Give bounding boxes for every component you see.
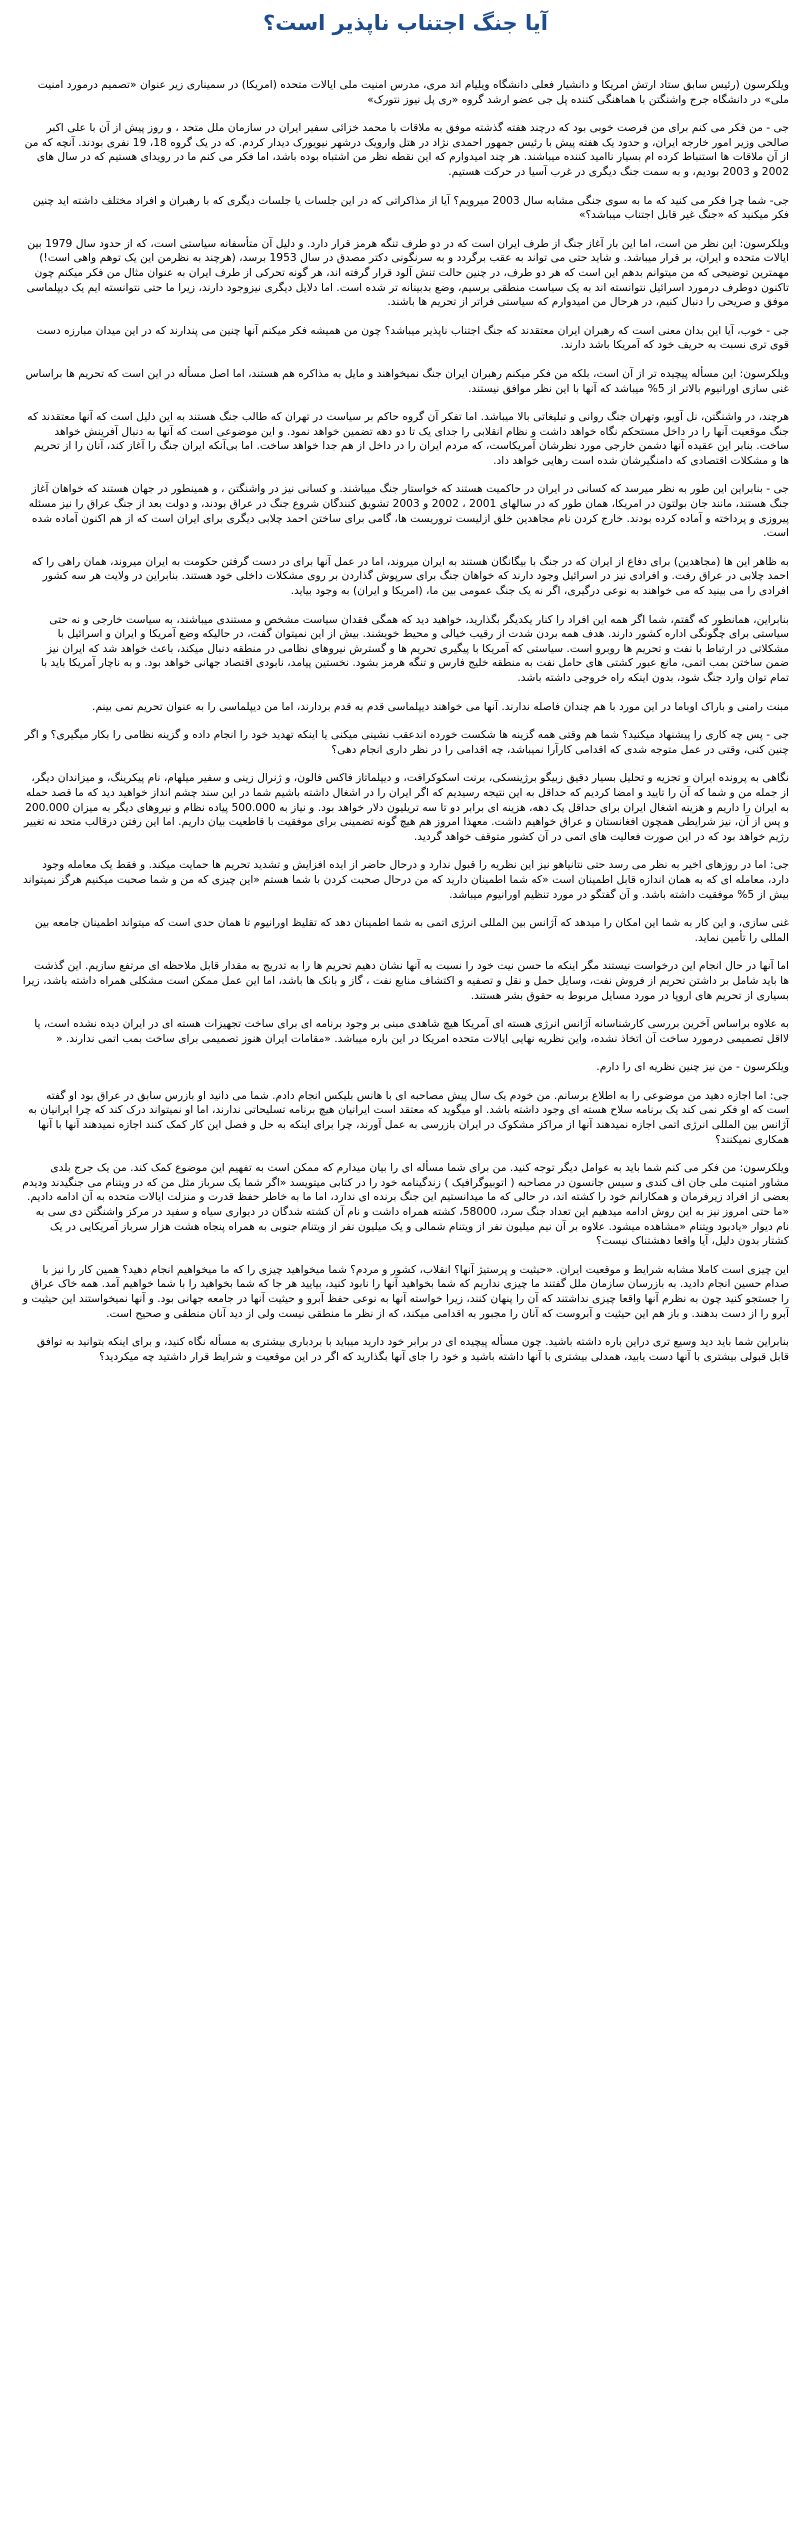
page-title: آیا جنگ اجتناب ناپذیر است؟ <box>263 11 548 35</box>
article-paragraph: مبنت رامنی و باراک اوباما در این مورد با هم چندان فاصله ندارند. آنها می خواهند دیپلماسی قدم به قدم بردارند، اما من دیپلماسی را به عنوان تحریم نمی بینم. <box>92 699 789 713</box>
article-paragraph: جی- شما چرا فکر می کنید که ما به سوی جنگی مشابه سال 2003 میرویم؟ آیا از مذاکراتی که در این جلسات یا جلسات دیگری که با رهبران و افراد مختلف داشته اید چنین فکر میکنید که «جنگ غیر قابل اجتناب میباشد؟» <box>32 193 789 222</box>
article-paragraph: ویلکرسون - من نیز چنین نظریه ای را دارم. <box>596 1060 789 1074</box>
article-paragraph: بنابراین شما باید دید وسیع تری دراین باره داشته باشید. چون مسأله پیچیده ای در برابر خود دارید میباید با بردباری بیشتری به مسأله نگاه کنید، و برای اینکه بتوانید به توافق قابل قبولی بیشتری با آنها دست یابید، همدلی بیشتری با آنها داشته باشید و خود را جای آنها بگذارید که اگر در این موقعیت و شرایط قرار داشتید چه میکردید؟ <box>36 1335 789 1363</box>
article-paragraph: جی - پس چه کاری را پیشنهاد میکنید؟ شما هم وقتی همه گزینه ها شکست خورده اندعقب نشینی میکنی یا اینکه تهدید خود را انجام داده و گزینه نظامی را بکار میگیری؟ و اگر چنین کنی، وقتی در عمل متوجه شدی که اقدامی کارآرا نمیباشد، چه اقدامی را در نظر داری انجام دهی؟ <box>24 728 789 756</box>
article-paragraph: ویلکرسون: من فکر می کنم شما باید به عوامل دیگر توجه کنید. من برای شما مسأله ای را بیان میدارم که ممکن است به تفهیم این موضوع کمک کند. من یک جرج بلدی مشاور امنیت ملی جان اف کندی و سیس جانسون در مصاحبه ( اتوبیوگرافیک ) زندگینامه خود را در کتابی میتویسد «اگر شما یک سرباز مثل من که در ویتنام می جنگیدند ودیدم بعضی از افراد زیرفرمان و همکارانم خود را کشته اند، در حالی که ما میدانستیم این جنگ برنده ای ندارد، اما ما به خاطر حفظ قدرت و منزلت ایالات متحده به آن ادامه دادیم. «ما حتی امروز نیز به این روش ادامه میدهیم این تعداد جنگ سرد، 58000، کشته همراه داشت و نام آن کشته شدگان در دیواری سیاه و سفید در مرکز واشنگتن دی سی به نام دیوار «یادبود ویتنام «مشاهده میشود. علاوه بر آن نیم میلیون نفر از ویتنام شمالی و یک میلیون نفر از ویتنام جنوبی به همراه پنجاه هشت هزار سرباز آمریکایی در یک کشتار بدون دلیل، آیا واقعا دهشتناک نیست؟ <box>22 1161 789 1248</box>
article-paragraph: این چیزی است کاملا مشابه شرایط و موقعیت ایران. «حیثیت و پرستیژ آنها؟ انقلاب، کشور و مردم؟ شما میخواهید چیزی را که ما میخواهیم انجام دهید؟ همین کار را نیز با صدام حسین انجام دادید. به بازرسان سازمان ملل گفتند ما چیزی نداریم که شما بخواهید آنها را نابود کنید، بیایید هر جا که شما بخواهید را با شما خواهیم آمد. همه خاک عراق را جستجو کنید چون به نظرم آنها واقعا چیزی نداشتند که آن را پنهان کنند، زیرا خواسته آنها به نوعی حفظ آبرو و حیثیت آنها در جامعه جهانی بود. و آنها نمیخواستند این حیثیت و آبرو را از دست بدهند. و باز هم این حیثیت و آبروست که آنان را مجبور به اقدامی میکند، که از نظر ما منطقی نیست ولی از دید آنان منطقی و صحیح است. <box>22 1262 789 1320</box>
article-paragraph: غنی سازی، و این کار به شما این امکان را میدهد که آژانس بین المللی انرژی اتمی به شما اطمینان دهد که تقلیظ اورانیوم تا همان حدی است که میتواند اطمینان جامعه بین المللی را تأمین نماید. <box>34 916 789 944</box>
article-paragraph: جی: اما اجازه دهید من موضوعی را به اطلاع برسانم. من خودم یک سال پیش مصاحبه ای با هانس بلیکس انجام دادم. شما می دانید او بازرس سابق در عراق بود او گفته است که او فکر نمی کند یک برنامه سلاح هسته ای وجود داشته باشد. او میگوید که معتقد است ایرانیان هیچ برنامه تسلیحاتی ندارند، اما او نمیتواند درک کند که چرا ایرانیان به آژانس بین المللی انرژی اتمی اجازه نمیدهند آنها از مراکز مشکوک در ایران بازرسی به عمل آورند، چرا برای اینکه به حل و فصل این کار کمک کنند اجازه نمیدهند آنها با آنها همکاری نمیکنند؟ <box>28 1088 789 1146</box>
article-paragraph: اما آنها در حال انجام این درخواست نیستند مگر اینکه ما حسن نیت خود را نسبت به آنها نشان دهیم تحریم ها را به تدریج به مقدار قابل ملاحظه ای مرتفع سازیم. این گذشت ها باید شامل بر داشتن تحریم از فروش نفت، وسایل حمل و نقل و تصفیه و اکتشاف منابع نفت ، گاز و بانک ها باشد، اما این عمل ممکن است مشکلی همراه داشته باشد، زیرا بسیاری از تحریم های اروپا در مورد مسایل مربوط به حقوق بشر هستند. <box>22 959 789 1002</box>
article-paragraph: جی - من فکر می کنم برای من فرصت خوبی بود که درچند هفته گذشته موفق به ملاقات با محمد خزائی سفیر ایران در سازمان ملل متحد ، و روز پیش از آن با علی اکبر صالحی وزیر امور خارجه ایران، و حدود یک هفته پیش با رئیس جمهور احمدی نژاد در هتل وارویک درشهر نیویورک دیدار کردم. که در یک گروه 18، 19 نفری بودند. آنچه که من از آن ملاقات ها استنباط کرده ام بسیار ناامید کننده میباشند. هر چند امیدوارم که این نقطه نظر من اشتباه بوده باشد، اما فکر می کنم ما در رویدای هستیم که در سال های 2002 و 2003 بودیم، و به سمت جنگ دیگری در غرب آسیا در حرکت هستیم. <box>24 121 789 178</box>
article-paragraph: به ظاهر این ها (مجاهدین) برای دفاع از ایران که در جنگ با بیگانگان هستند به ایران میروند، اما در عمل آنها برای در دست گرفتن حکومت به ایران میروند، همان راهی را که احمد چلابی در عراق رفت. و افرادی نیز در اسرائیل وجود دارند که خواهان جنگ برای سرپوش گذاردن بر روی مشکلات داخلی خود هستند. بنابراین در ولایت هر سه کشور افرادی را می بینید که می خواهند به نوعی درگیری، اگر نه یک جنگ عمومی بین ما، (امریکا و ایران) به وجود بیاید. <box>31 554 789 598</box>
article-paragraph: جی: اما در روزهای اخیر به نظر می رسد حتی نتانیاهو نیز این نظریه را قبول ندارد و درحال حاضر از ایده افزایش و تشدید تحریم ها حمایت میکند. و فقط یک معامله وجود دارد، معامله ای که به همان اندازه قابل اطمینان است «که شما اطمینان دارید که من درحال صحبت کردن با شما هستم «این چیزی که من و شما صحبت میکنیم هرگز نمیتواند بیش از 5% موفقیت داشته باشد. و آن گفتگو در مورد تنظیم اورانیوم میباشد. <box>23 858 789 901</box>
article-paragraph: بنابراین، همانطور که گفتم، شما اگر همه این افراد را کنار یکدیگر بگذارید، خواهید دید که همگی فقدان سیاست مشخص و مستندی میباشند، به سیاست خارجی و نه حتی سیاستی برای چگونگی اداره کشور دارند. هدف همه بردن شدت از رقیب خیالی و محیط خویشند. بیش از این نمیتوان گفت، در حالیکه وضع آمریکا و ایران و اسرائیل با مشکلاتی در ارتباط با نفت و تحریم ها روبرو است. سیاستی که آمریکا با پیگیری تحریم ها و گسترش نیروهای نظامی در منطقه دنبال میکند، باعث خواهد شد که ایران نیز ضمن ساختن بمب اتمی، مانع عبور کشتی های حامل نفت به منطقه خلیج فارس و تنگه هرمز بشود. نخستین پیامد، نابودی اقتصاد جهانی خواهد بود. و به ناچار آمریکا باید با تمام توان وارد جنگ شود، بدون اینکه راه خروجی داشته باشد. <box>40 612 789 684</box>
article-paragraph: نگاهی به پرونده ایران و تجزیه و تحلیل بسیار دقیق زبیگو برژینسکی، برنت اسکوکرافت، و دیپلماتاز فاکس فالون، و ژنرال زینی و سفیر میلهام، نام پیکرینگ، و میزاندان دیگر، از جمله من و شما که آن را تایید و امضا کردیم که حداقل به این نتیجه رسیدیم که اگر ایران را در اشغال داشته باشیم شما در این سند چشم انداز خواهید دید که ما قصد حمله به ایران را داریم و هزینه اشغال ایران برای حداقل یک دهه، هزینه ای برابر دو تا سه تریلیون دلار خواهد بود. و نیاز به 500.000 پیاده نظام و نیروهای دیگر به میزان 200.000 و پس از آن، نیز شرایطی همچون افغانستان و عراق خواهیم داشت. معهذا امروز هم هیچ گونه تضمینی برای موفقیت با قاطعیت بیان داریم. اما این رفتن درقالب متحد نه تغییر رژیم خواهد بود که در این صورت فعالیت های اتمی در آن کشور متوقف خواهد گردید. <box>24 771 789 843</box>
article-body <box>22 78 789 1364</box>
article-paragraph: جی - بنابراین این طور به نظر میرسد که کسانی در ایران در حاکمیت هستند که خواستار جنگ میباشند. و کسانی نیز در واشنگتن ، و همینطور در جهان هستند که خواهان آغاز جنگ هستند، مانند جان بولتون در امریکا، همان طور که در سالهای 2001 ، 2002 و 2003 تشویق کنندگان شروع جنگ در عراق بودند، و دولت بعد از جنگ عراق را نیز مسئله پیروزی و پرداخته و آماده کرده بودند. خارج کردن نام مجاهدین خلق ازلیست تروریست ها، گامی برای ساختن احمد چلابی دیگری برای ایران است که از هم اکنون آماده شده است. <box>28 482 789 540</box>
article-paragraph: به علاوه براساس آخرین بررسی کارشناسانه آژانس انرژی هسته ای آمریکا هیچ شاهدی مبنی بر وجود برنامه ای برای ساخت تجهیزات هسته ای در ایران دیده نشده است، یا لااقل تصمیمی درمورد ساخت آن اتخاذ نشده، واین نظریه نهایی ایالات متحده امریکا در این باره میباشد. «مقامات ایران هنوز تصمیمی برای ساخت بمب اتمی ندارند. « <box>34 1017 789 1045</box>
article-paragraph: جی - خوب، آیا این بدان معنی است که رهبران ایران معتقدند که جنگ اجتناب ناپذیر میباشد؟ چون من همیشه فکر میکنم آنها چنین می پندارند که در این میدان مبارزه دست قوی تری نسبت به حریف خود که آمریکا باشد دارند. <box>36 323 789 352</box>
article-paragraph: ویلکرسون: این نظر من است، اما این بار آغاز جنگ از طرف ایران است که در دو طرف تنگه هرمز قرار دارد. و دلیل آن متأسفانه سیاستی است، که از حدود سال 1979 بین ایالات متحده و ایران، بر قرار میباشد. و شاید حتی می تواند به عقب برگردد و به سرنگونی دکتر مصدق در سال 1953 برسد، (هرچند به نظرمن این یک توهم واهی است!) مهمترین توضیحی که من میتوانم بدهم این است که هر دو طرف، در چنین حالت تنش آلود قرار گرفته اند، هر گونه تحرکی از طرف ایران به عنوان مثال من فکر میکنم چون تاکنون دوطرف درمورد اسرائیل نتوانسته اند به یک سیاست منطقی برسیم، وضع بدبینانه تر شده است. اما دلایل دیگری نیزوجود دارند، زیرا ما حتی نتوانسته ایم یک دیپلماسی موفق و صریحی را دنبال کنیم، در هرحال من امیدوارم که سیاستی فراتر از تحریم ها باشند. <box>26 236 789 309</box>
article-paragraph: هرچند، در واشنگتن، نل آویو، وتهران جنگ روانی و تبلیغاتی بالا میباشد. اما تفکر آن گروه حاکم بر سیاست در تهران که طالب جنگ هستند به این دلیل است که آنها معتقدند که جنگ موقعیت آنها را در داخل مستحکم نگاه خواهد داشت و نظام انقلابی را جدای یک تا دو دهه تضمین خواهد نمود. و این موضوعی است که آنها به دنبال آفرینش خواهد ساخت. بنابر این عقیده آنها دشمن خارجی مورد نظرشان آمریکاست، که مردم ایران را در داخل از هم جدا خواهد ساخت. اما بی‌آنکه ایران جنگ را آغاز کند، آنان را از تحریم ها و مشکلات اقتصادی که دامنگیرشان شده است رهایی خواهد داد. <box>27 410 789 467</box>
article-paragraph: ویلکرسون (رئیس سابق ستاد ارتش امریکا و دانشیار فعلی دانشگاه ویلیام اند مری، مدرس امنیت ملی ایالات متحده (امریکا) در سمیناری زیر عنوان «تصمیم درمورد امنیت ملی» در دانشگاه جرج واشنگتن با هماهنگی کننده پل جی عضو ارشد گروه «ری پل نیوز نتورک» <box>37 78 789 106</box>
article-paragraph: ویلکرسون: این مسأله پیچیده تر از آن است، بلکه من فکر میکنم رهبران ایران جنگ نمیخواهند و مایل به مذاکره هم هستند، اما اصل مسأله در این است که تحریم ها براساس غنی سازی اورانیوم بالاتر از 5% میباشد که آنها با این نظر موافق نیستند. <box>25 366 789 395</box>
